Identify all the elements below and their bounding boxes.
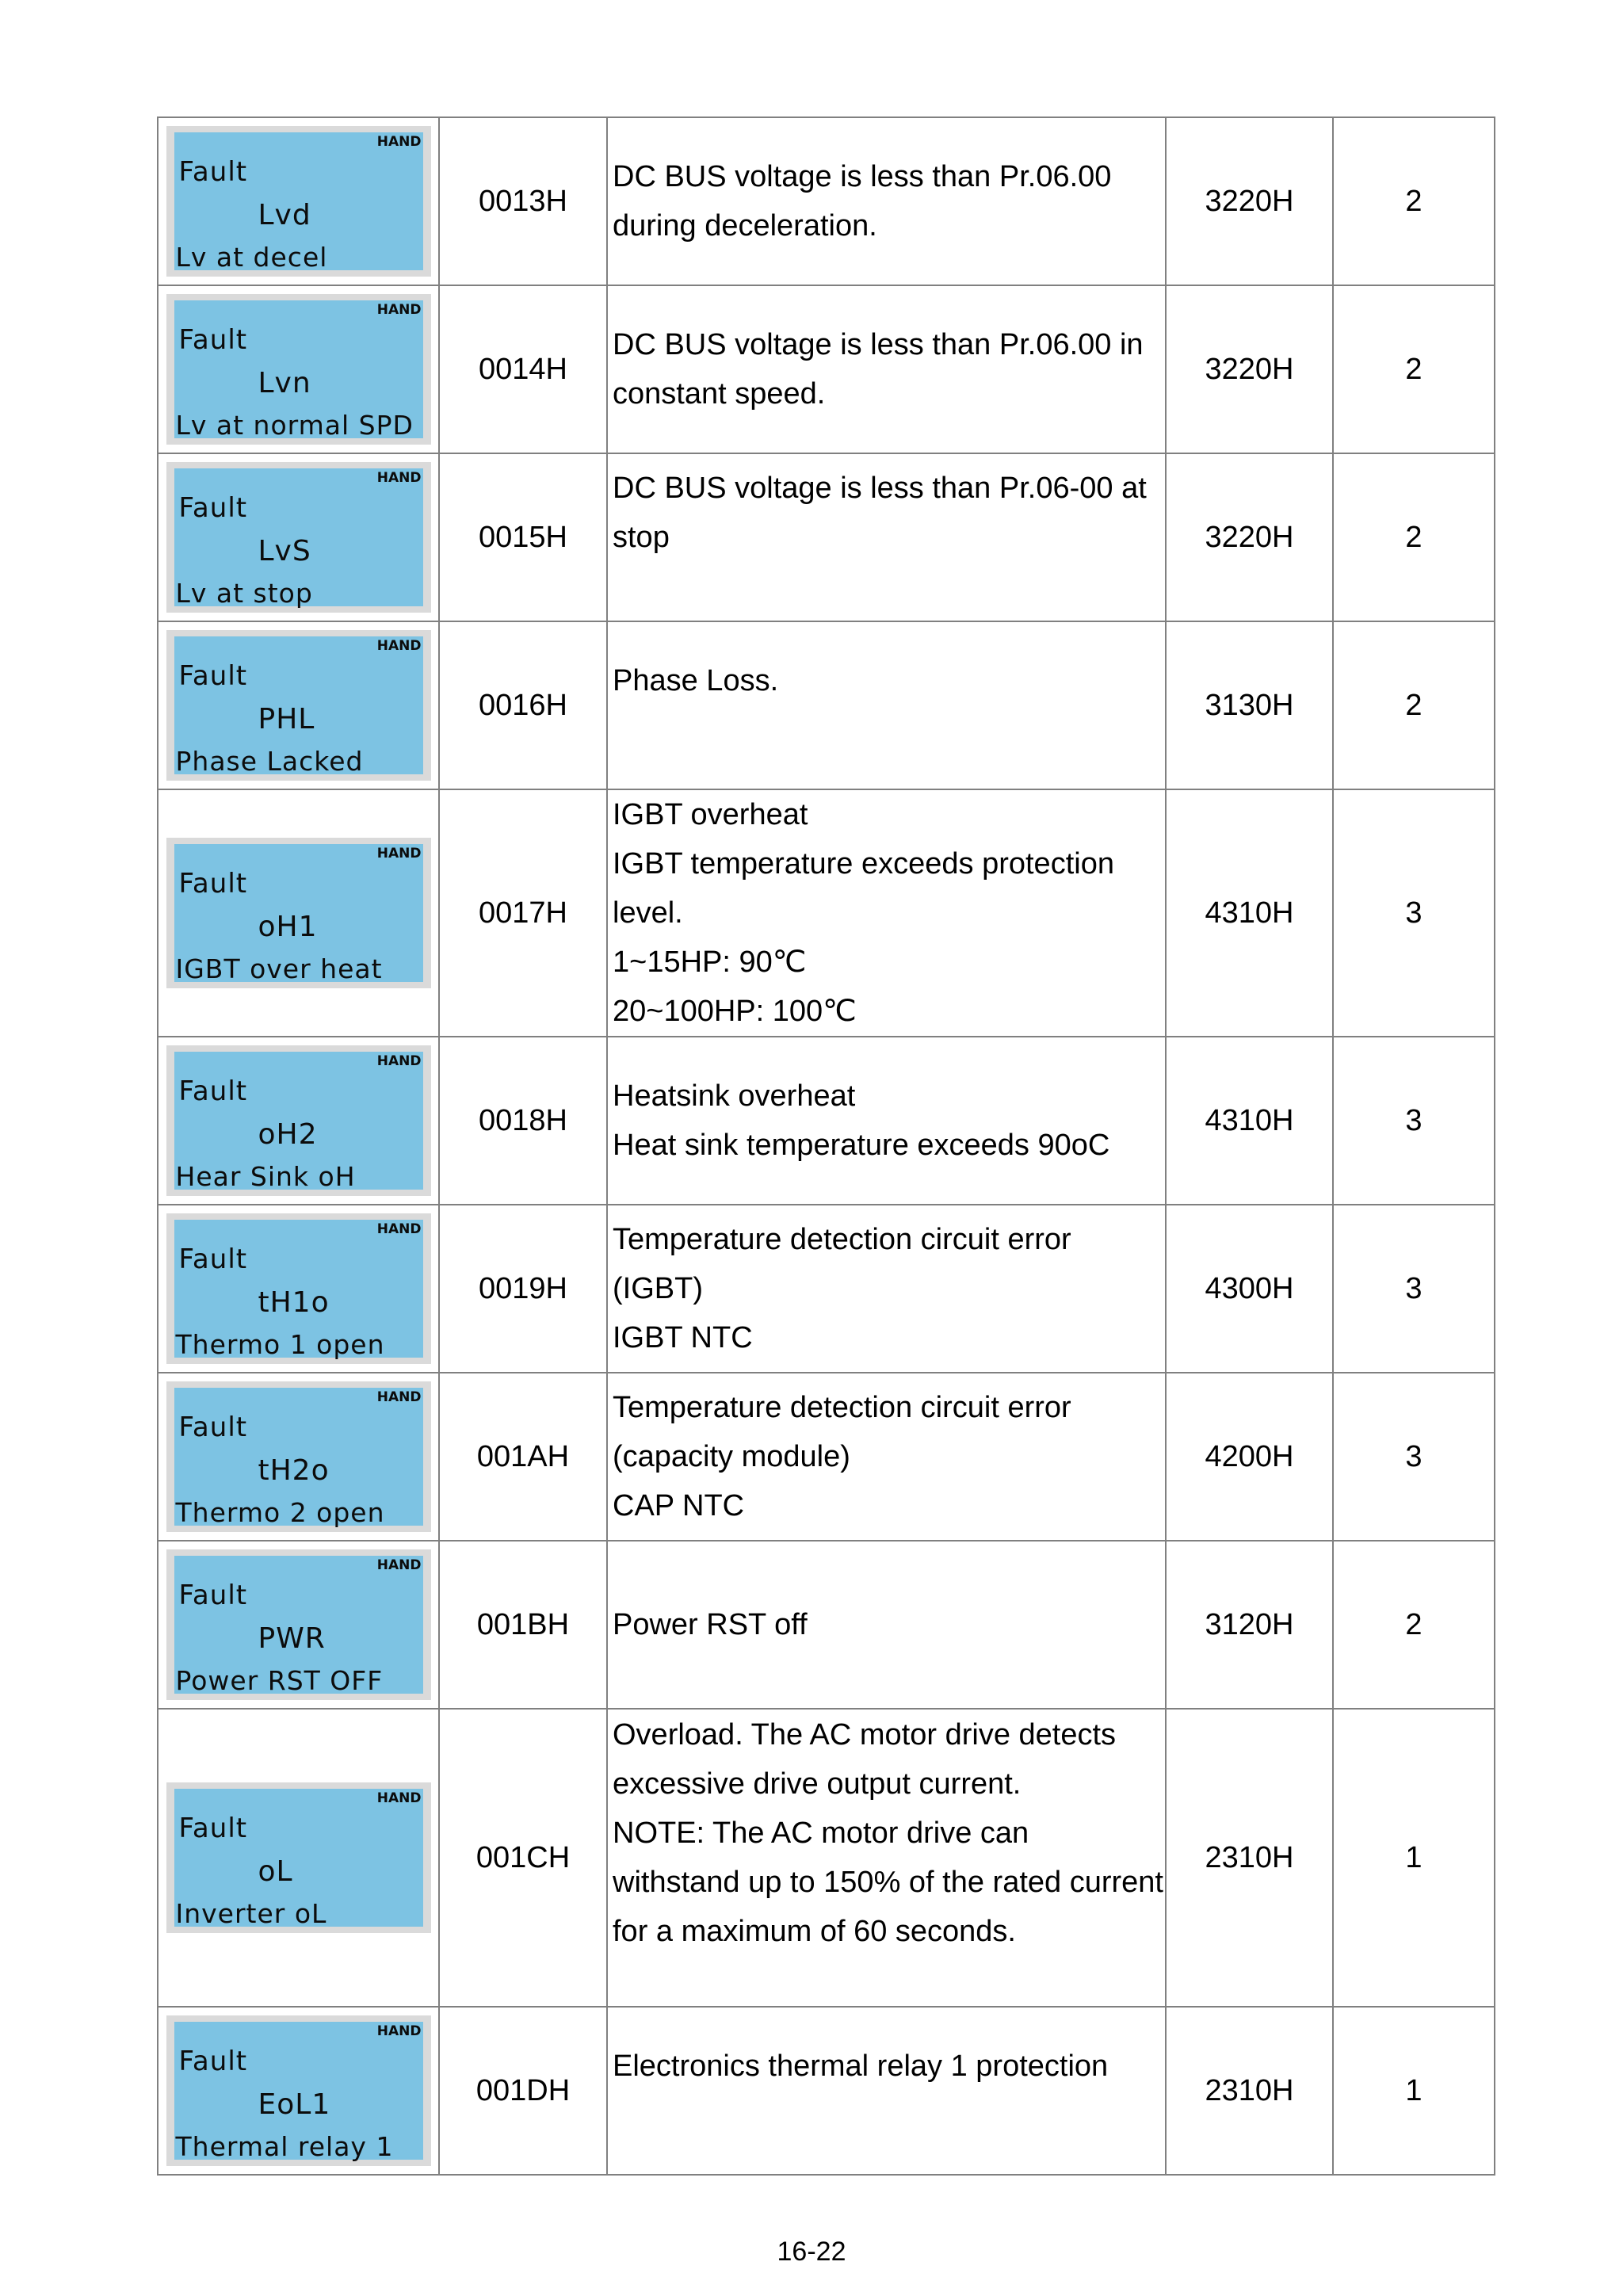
description-line: CAP NTC [613,1489,745,1522]
description-line: during deceleration. [613,209,877,243]
fault-code-cell: 0018H [439,1037,607,1205]
table-row [158,117,1495,285]
keypad-display-frame [166,1549,431,1700]
hand-mode-badge: HAND [376,1557,422,1573]
keypad-display [174,132,423,273]
keypad-display [174,468,423,609]
keypad-display-cell [158,1541,439,1709]
hand-mode-badge: HAND [376,302,422,318]
fault-description-cell [607,285,1166,453]
description-line: (IGBT) [613,1272,703,1305]
keypad-display [174,300,423,441]
display-fault-name: LvS [258,535,311,567]
fault-description-cell [607,1205,1166,1373]
keypad-display-frame [166,838,431,988]
display-line-1: Fault [178,156,248,188]
keypad-display-frame [166,1782,431,1933]
table-row [158,1205,1495,1373]
fault-description-cell [607,789,1166,1037]
table-row [158,285,1495,453]
keypad-display [174,1388,423,1526]
keypad-display-frame [166,1045,431,1196]
display-line-1: Fault [178,1813,248,1844]
description-line: Overload. The AC motor drive detects [613,1718,1117,1752]
display-line-3: Hear Sink oH [175,1161,356,1192]
error-type-cell: 2 [1333,453,1495,621]
fault-code-cell: 0017H [439,789,607,1037]
keypad-display [174,1556,423,1694]
keypad-display [174,2022,423,2160]
description-line: for a maximum of 60 seconds. [613,1915,1016,1948]
display-line-1: Fault [178,1075,248,1107]
error-type-cell: 3 [1333,1373,1495,1541]
display-line-3: Lv at decel [175,242,328,273]
error-hex-cell: 3220H [1166,285,1333,453]
error-type-cell: 2 [1333,1541,1495,1709]
keypad-display-cell [158,1037,439,1205]
error-type-cell: 2 [1333,621,1495,789]
keypad-display [174,844,423,982]
error-type-cell: 3 [1333,1205,1495,1373]
page-number: 16-22 [777,2237,846,2267]
keypad-display-frame [166,630,431,781]
display-fault-name: oH1 [258,911,318,943]
fault-code-cell: 001DH [439,2007,607,2175]
description-line: withstand up to 150% of the rated current [613,1866,1163,1899]
keypad-display-cell [158,117,439,285]
description-line: DC BUS voltage is less than Pr.06.00 [613,160,1112,193]
display-fault-name: Lvd [258,199,311,231]
fault-description-cell [607,1037,1166,1205]
table-row [158,2007,1495,2175]
table-row [158,1541,1495,1709]
error-hex-cell: 2310H [1166,2007,1333,2175]
description-line: Temperature detection circuit error [613,1223,1071,1256]
display-line-3: Power RST OFF [175,1665,384,1696]
description-line: DC BUS voltage is less than Pr.06-00 at [613,472,1147,505]
keypad-display [174,636,423,777]
table-row [158,453,1495,621]
fault-table-body [158,117,1495,2175]
display-line-3: Thermal relay 1 [175,2131,394,2162]
hand-mode-badge: HAND [376,1790,422,1806]
keypad-display-frame [166,294,431,445]
keypad-display-cell [158,621,439,789]
error-hex-cell: 4300H [1166,1205,1333,1373]
display-line-3: Thermo 2 open [175,1497,385,1528]
display-fault-name: PWR [258,1622,326,1655]
error-hex-cell: 4310H [1166,789,1333,1037]
fault-description-cell [607,117,1166,285]
hand-mode-badge: HAND [376,2023,422,2039]
description-line: excessive drive output current. [613,1767,1022,1801]
keypad-display-cell [158,1709,439,2007]
fault-code-cell: 0015H [439,453,607,621]
error-hex-cell: 3120H [1166,1541,1333,1709]
keypad-display-cell [158,2007,439,2175]
description-line: Temperature detection circuit error [613,1391,1071,1424]
display-fault-name: Lvn [258,367,311,399]
keypad-display-frame [166,462,431,613]
fault-code-cell: 001CH [439,1709,607,2007]
display-fault-name: tH1o [258,1286,330,1319]
error-type-cell: 2 [1333,285,1495,453]
display-fault-name: EoL1 [258,2088,331,2121]
description-line: IGBT temperature exceeds protection [613,847,1114,881]
description-line: stop [613,521,670,554]
error-type-cell: 1 [1333,2007,1495,2175]
keypad-display-cell [158,285,439,453]
display-line-3: Lv at normal SPD [175,410,414,441]
display-line-1: Fault [178,1244,248,1275]
fault-code-cell: 001AH [439,1373,607,1541]
error-hex-cell: 3220H [1166,117,1333,285]
display-line-1: Fault [178,324,248,356]
description-line: level. [613,896,683,930]
fault-code-cell: 001BH [439,1541,607,1709]
display-line-3: Phase Lacked [175,746,364,777]
keypad-display-cell [158,1373,439,1541]
keypad-display-frame [166,1381,431,1532]
display-line-1: Fault [178,868,248,900]
display-fault-name: oL [258,1855,293,1888]
fault-code-cell: 0014H [439,285,607,453]
fault-description-cell [607,1709,1166,2007]
fault-code-table [157,117,1495,2176]
keypad-display [174,1789,423,1927]
description-line [613,562,1165,611]
description-line: Electronics thermal relay 1 protection [613,2050,1109,2083]
fault-description-cell [607,1373,1166,1541]
display-fault-name: PHL [258,703,315,735]
fault-description-cell [607,1541,1166,1709]
description-line: NOTE: The AC motor drive can [613,1817,1029,1850]
keypad-display-frame [166,1213,431,1364]
keypad-display-cell [158,789,439,1037]
fault-description-cell [607,453,1166,621]
display-fault-name: tH2o [258,1454,330,1487]
table-row [158,1373,1495,1541]
description-line: Heatsink overheat [613,1079,856,1113]
error-hex-cell: 4310H [1166,1037,1333,1205]
keypad-display-frame [166,2015,431,2166]
description-line [613,1956,1165,2005]
display-line-3: Lv at stop [175,578,313,609]
display-line-3: Thermo 1 open [175,1329,385,1360]
table-row [158,621,1495,789]
display-line-3: IGBT over heat [175,953,383,984]
display-fault-name: oH2 [258,1118,318,1151]
keypad-display [174,1052,423,1190]
error-hex-cell: 4200H [1166,1373,1333,1541]
fault-code-cell: 0016H [439,621,607,789]
description-line: constant speed. [613,377,826,411]
description-line: DC BUS voltage is less than Pr.06.00 in [613,328,1144,361]
keypad-display [174,1220,423,1358]
description-line: Phase Loss. [613,664,779,697]
description-line: Heat sink temperature exceeds 90oC [613,1129,1110,1162]
error-hex-cell: 3130H [1166,621,1333,789]
fault-code-cell: 0013H [439,117,607,285]
display-line-1: Fault [178,492,248,524]
display-line-1: Fault [178,2046,248,2077]
description-line: (capacity module) [613,1440,850,1473]
keypad-display-frame [166,126,431,277]
fault-description-cell [607,2007,1166,2175]
error-type-cell: 3 [1333,1037,1495,1205]
description-line [613,2091,1165,2140]
keypad-display-cell [158,453,439,621]
error-hex-cell: 2310H [1166,1709,1333,2007]
hand-mode-badge: HAND [376,134,422,150]
hand-mode-badge: HAND [376,1221,422,1237]
error-type-cell: 3 [1333,789,1495,1037]
error-type-cell: 2 [1333,117,1495,285]
hand-mode-badge: HAND [376,846,422,861]
hand-mode-badge: HAND [376,1053,422,1069]
display-line-1: Fault [178,660,248,692]
description-line: IGBT NTC [613,1321,753,1354]
table-row [158,1709,1495,2007]
description-line [613,705,1165,755]
hand-mode-badge: HAND [376,470,422,486]
table-row [158,1037,1495,1205]
description-line: 20~100HP: 100℃ [613,995,857,1028]
fault-code-cell: 0019H [439,1205,607,1373]
keypad-display-cell [158,1205,439,1373]
display-line-1: Fault [178,1580,248,1611]
description-line: IGBT overheat [613,798,808,831]
hand-mode-badge: HAND [376,1389,422,1405]
table-row [158,789,1495,1037]
description-line: 1~15HP: 90℃ [613,946,807,979]
description-line: Power RST off [613,1608,808,1641]
display-line-3: Inverter oL [175,1898,327,1929]
hand-mode-badge: HAND [376,638,422,654]
error-type-cell: 1 [1333,1709,1495,2007]
display-line-1: Fault [178,1412,248,1443]
fault-description-cell [607,621,1166,789]
error-hex-cell: 3220H [1166,453,1333,621]
